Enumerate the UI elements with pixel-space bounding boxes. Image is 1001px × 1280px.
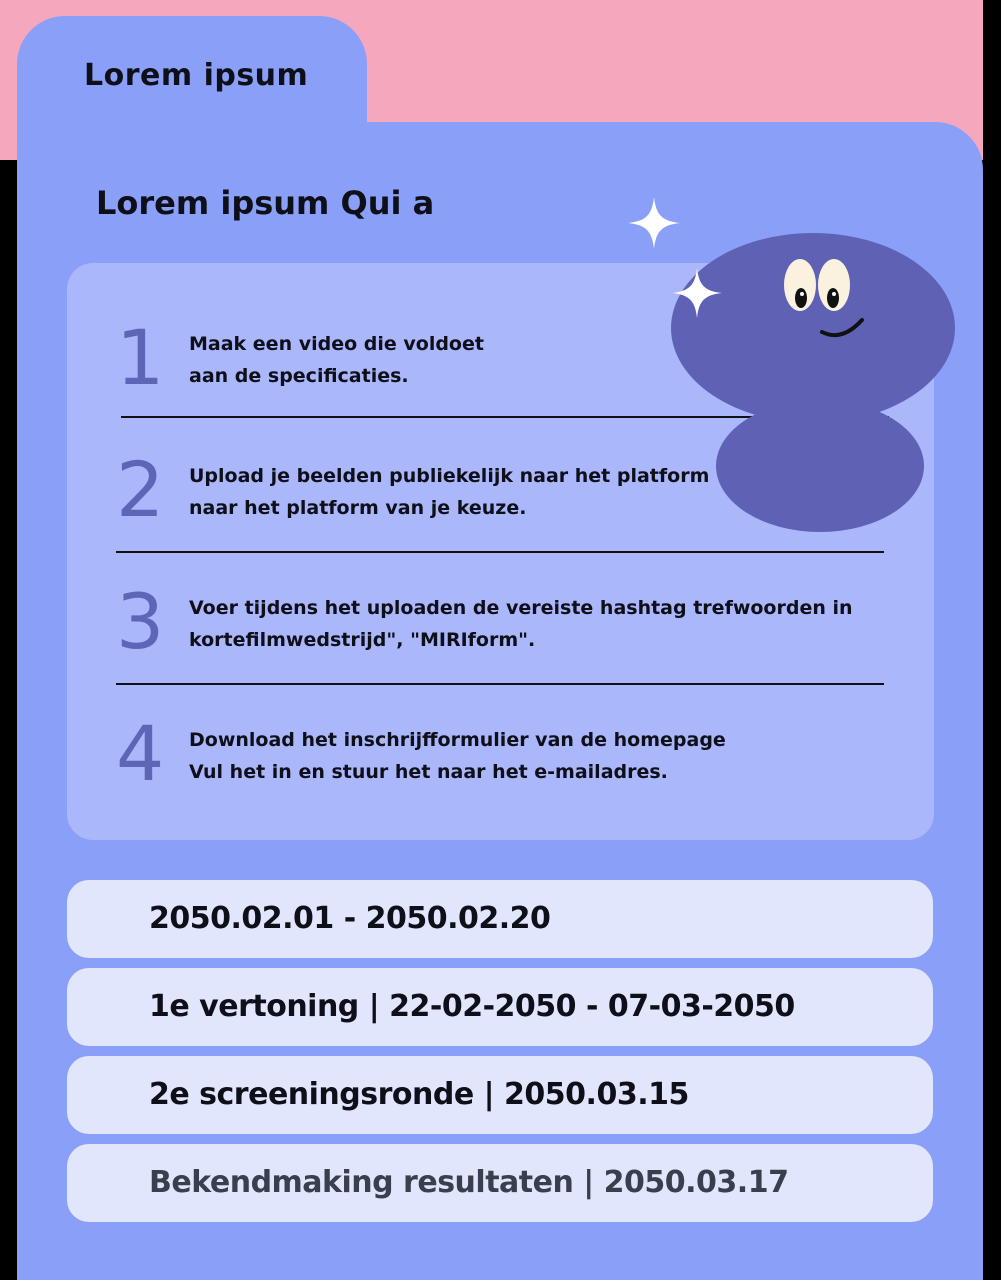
page-heading: Lorem ipsum Qui a [96,184,435,222]
step-line-2: kortefilmwedstrijd", "MIRIform". [189,629,536,651]
step-text [189,724,889,788]
divider [116,683,884,685]
step-line-1: Maak een video die voldoet [189,333,484,355]
date-bar [67,968,933,1046]
sparkle-icon [628,197,680,249]
date-text: 2e screeningsronde | 2050.03.15 [149,1077,689,1112]
step-number: 1 [116,313,165,402]
date-bar [67,1056,933,1134]
date-text: 2050.02.01 - 2050.02.20 [149,901,551,936]
step-line-1: Upload je beelden publiekelijk naar het platform [189,465,710,487]
step-number: 4 [116,709,165,798]
step-text [189,592,889,656]
date-text: 1e vertoning | 22-02-2050 - 07-03-2050 [149,989,795,1024]
step-line-2: naar het platform van je keuze. [189,497,527,519]
step-number: 2 [116,445,165,534]
step-line-1: Voer tijdens het uploaden de vereiste hashtag trefwoorden in [189,597,853,619]
divider [116,551,884,553]
step-item-4 [116,709,896,804]
step-number: 3 [116,577,165,666]
step-line-1: Download het inschrijfformulier van de homepage [189,729,726,751]
step-line-2: Vul het in en stuur het naar het e-mailadres. [189,761,668,783]
step-item-3 [116,577,896,672]
step-line-2: aan de specificaties. [189,365,409,387]
date-text: Bekendmaking resultaten | 2050.03.17 [149,1165,789,1200]
sparkle-icon [672,266,722,320]
date-bar [67,880,933,958]
tab-title: Lorem ipsum [84,58,309,93]
date-bar [67,1144,933,1222]
